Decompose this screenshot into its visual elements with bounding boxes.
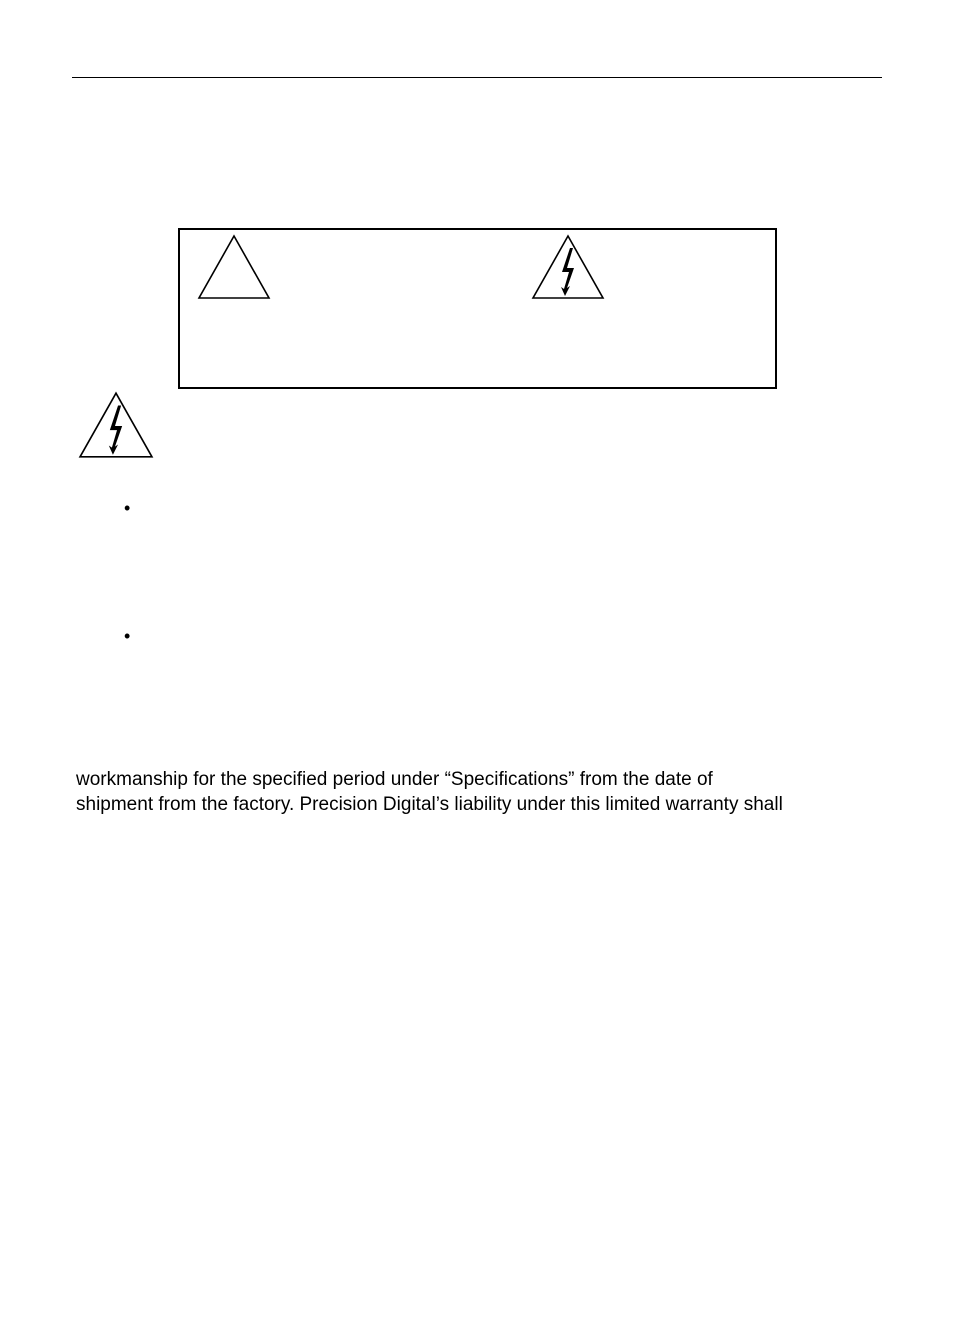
warning-box (178, 228, 777, 389)
warranty-paragraph (76, 767, 896, 817)
caution-triangle-icon (197, 234, 271, 300)
warranty-line: workmanship for the specified period under “Specifications” from the date of (76, 769, 713, 790)
warranty-line: shipment from the factory. Precision Digital’s liability under this limited warranty shall (76, 794, 783, 815)
electric-shock-icon (78, 391, 154, 459)
bullet-marker: • (124, 626, 131, 646)
header-rule (72, 77, 882, 78)
electric-shock-icon (531, 234, 605, 300)
bullet-marker: • (124, 498, 131, 518)
